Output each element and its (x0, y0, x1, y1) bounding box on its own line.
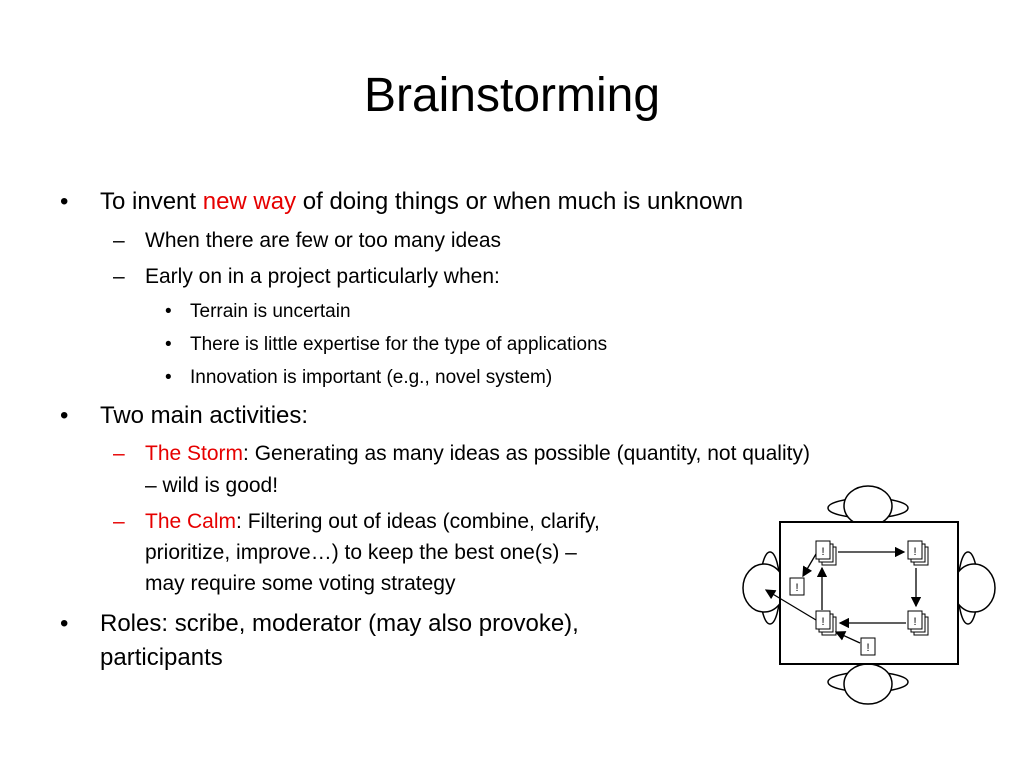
subbullet-storm-continued: – wild is good! (145, 474, 279, 497)
idea-stack-top-right (908, 541, 928, 565)
dash-marker: – (113, 265, 125, 288)
bullet-marker: • (60, 610, 69, 637)
bullet-activities: Two main activities: (100, 402, 309, 429)
dash-marker: – (113, 442, 125, 465)
idea-stack-bottom-right (908, 611, 928, 635)
bullet-invent (100, 187, 743, 217)
idea-glyph: ! (795, 582, 799, 594)
dash-marker: – (113, 510, 125, 533)
bullet-marker: • (165, 301, 172, 322)
bullet-marker: • (165, 367, 172, 388)
bullet-marker: • (165, 334, 172, 355)
highlight-the-calm: The Calm (145, 510, 237, 533)
subsubbullet-expertise: There is little expertise for the type of applications (190, 334, 608, 355)
subsubbullet-innovation: Innovation is important (e.g., novel system) (190, 367, 553, 388)
person-bottom-icon (828, 664, 908, 704)
idea-stack-bottom-left (816, 611, 836, 635)
bullet-text: of doing things or when much is unknown (296, 188, 744, 215)
idea-glyph: ! (866, 642, 870, 654)
highlight-the-storm: The Storm (145, 442, 244, 465)
idea-glyph: ! (913, 616, 917, 628)
subsubbullet-terrain: Terrain is uncertain (190, 301, 351, 322)
bullet-roles: Roles: scribe, moderator (may also provoke), (100, 610, 579, 637)
subbullet-storm (145, 440, 810, 468)
idea-glyph: ! (821, 616, 825, 628)
highlight-new-way: new way (202, 188, 297, 215)
dash-marker: – (113, 229, 125, 252)
idea-note-left (790, 578, 804, 595)
subbullet-early-on: Early on in a project particularly when: (145, 265, 500, 288)
subbullet-calm-continued-1: prioritize, improve…) to keep the best one(s) – (145, 541, 577, 564)
bullet-text: : Generating as many ideas as possible (quantity, not quality) (243, 442, 810, 465)
idea-note-bottom (861, 638, 875, 655)
person-top-icon (828, 486, 908, 526)
person-right-icon (953, 552, 995, 624)
bullet-marker: • (60, 188, 69, 215)
bullet-marker: • (60, 402, 69, 429)
bullet-text: To invent (100, 188, 203, 215)
subbullet-calm (145, 508, 600, 536)
person-left-icon (743, 552, 785, 624)
subbullet-calm-continued-2: may require some voting strategy (145, 572, 456, 595)
idea-stack-top-left (816, 541, 836, 565)
idea-glyph: ! (913, 546, 917, 558)
subbullet-few-ideas: When there are few or too many ideas (145, 229, 502, 252)
bullet-roles-continued: participants (100, 644, 223, 671)
slide-title: Brainstorming (363, 69, 661, 122)
brainstorm-table-diagram (730, 482, 1010, 712)
bullet-text: : Filtering out of ideas (combine, clarify, (236, 510, 600, 533)
idea-glyph: ! (821, 546, 825, 558)
